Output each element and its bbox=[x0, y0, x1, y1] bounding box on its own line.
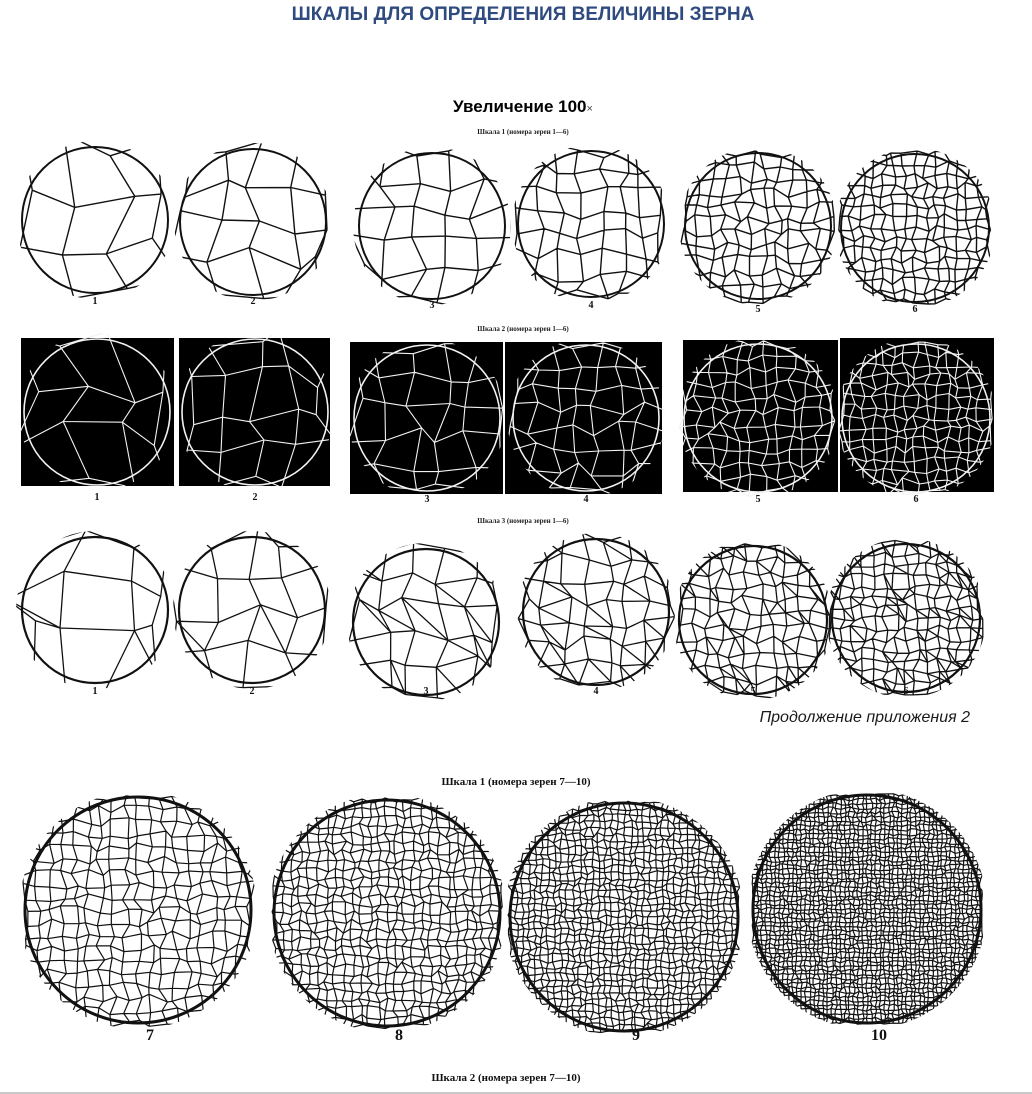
grain-number-4: 4 bbox=[588, 300, 594, 311]
grain-circle-scale1-6 bbox=[827, 140, 1003, 316]
magnification-label bbox=[0, 97, 1032, 117]
grain-circle-scale3-3 bbox=[339, 535, 513, 709]
grain-number-5: 5 bbox=[755, 304, 761, 315]
grain-circle-scale1-4 bbox=[504, 137, 678, 311]
scale-caption-2: Шкала 2 (номера зерен 1—6) bbox=[477, 325, 569, 333]
grain-circle-large-2 bbox=[260, 786, 514, 1040]
grain-number-4: 4 bbox=[583, 494, 589, 505]
grain-number-3: 3 bbox=[424, 494, 430, 505]
grain-circle-scale2-2 bbox=[168, 325, 342, 499]
grain-number-1: 1 bbox=[92, 686, 98, 697]
grain-number-7: 7 bbox=[146, 1027, 154, 1044]
grain-circle-scale1-3 bbox=[345, 139, 519, 313]
grain-number-2: 2 bbox=[252, 492, 258, 503]
magnification-sign: × bbox=[586, 103, 593, 115]
grain-number-1: 1 bbox=[92, 296, 98, 307]
grain-circle-scale1-1 bbox=[8, 133, 182, 307]
grain-circle-large-1 bbox=[11, 783, 265, 1037]
grain-circle-scale2-5 bbox=[670, 330, 846, 506]
scale-caption-1: Шкала 1 (номера зерен 1—6) bbox=[477, 128, 569, 136]
grain-number-8: 8 bbox=[395, 1027, 403, 1044]
grain-circle-scale2-4 bbox=[499, 331, 673, 505]
grain-circle-scale3-5 bbox=[665, 532, 841, 708]
grain-number-6: 6 bbox=[913, 494, 919, 505]
grain-circle-scale3-2 bbox=[165, 523, 339, 697]
magnification-text: Увеличение 100 bbox=[453, 97, 587, 116]
grain-number-4: 4 bbox=[593, 686, 599, 697]
grain-circle-scale2-1 bbox=[10, 325, 184, 499]
grain-number-6: 6 bbox=[903, 686, 909, 697]
continuation-note: Продолжение приложения 2 bbox=[759, 709, 970, 726]
grain-number-2: 2 bbox=[249, 686, 255, 697]
grain-number-5: 5 bbox=[755, 494, 761, 505]
grain-number-2: 2 bbox=[250, 296, 256, 307]
grain-circle-scale3-6 bbox=[818, 530, 994, 706]
grain-circle-scale1-2 bbox=[166, 135, 340, 309]
grain-number-5: 5 bbox=[750, 686, 756, 697]
scale-large-caption: Шкала 1 (номера зерен 7—10) bbox=[441, 776, 591, 788]
grain-number-1: 1 bbox=[94, 492, 100, 503]
grain-circle-scale1-5 bbox=[671, 139, 845, 313]
grain-circle-large-3 bbox=[496, 789, 752, 1045]
grain-circle-scale3-1 bbox=[8, 523, 182, 697]
scale-caption-3: Шкала 3 (номера зерен 1—6) bbox=[477, 517, 569, 525]
grain-number-10: 10 bbox=[871, 1027, 887, 1044]
grain-circle-scale2-6 bbox=[828, 330, 1004, 506]
grain-number-6: 6 bbox=[912, 304, 918, 315]
grain-number-3: 3 bbox=[429, 300, 435, 311]
footer-caption: Шкала 2 (номера зерен 7—10) bbox=[431, 1072, 581, 1084]
grain-circle-scale3-4 bbox=[509, 525, 683, 699]
grain-circle-large-4 bbox=[739, 781, 995, 1037]
grain-number-9: 9 bbox=[632, 1027, 640, 1044]
grain-number-3: 3 bbox=[423, 686, 429, 697]
page-title: ШКАЛЫ ДЛЯ ОПРЕДЕЛЕНИЯ ВЕЛИЧИНЫ ЗЕРНА bbox=[291, 4, 755, 25]
grain-circle-scale2-3 bbox=[340, 331, 514, 505]
